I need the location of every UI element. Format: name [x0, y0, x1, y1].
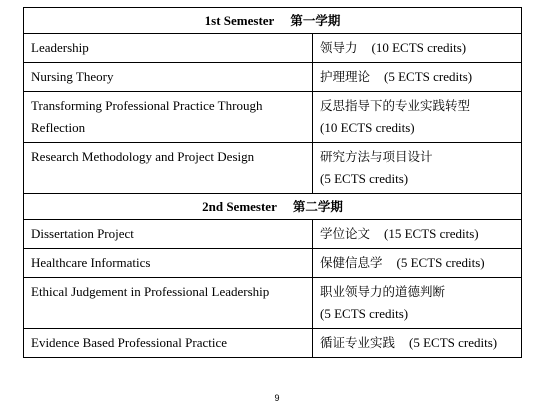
course-credits: (5 ECTS credits) — [384, 69, 473, 84]
course-credits: (10 ECTS credits) — [371, 40, 467, 55]
course-details — [313, 329, 522, 358]
course-name-zh: 职业领导力的道德判断 — [320, 284, 446, 299]
course-name-line: Evidence Based Professional Practice — [31, 335, 228, 350]
course-row — [24, 220, 522, 249]
course-credits: (5 ECTS credits) — [396, 255, 485, 270]
course-name-zh: 领导力 — [320, 40, 358, 55]
course-name-line: Leadership — [31, 40, 89, 55]
course-name — [24, 329, 313, 358]
course-name-line: Dissertation Project — [31, 226, 134, 241]
course-credits: (10 ECTS credits) — [320, 120, 415, 135]
course-details — [313, 92, 522, 143]
semester-title-zh: 第二学期 — [292, 199, 343, 214]
course-row — [24, 143, 522, 194]
semester-title-zh: 第一学期 — [290, 13, 341, 28]
semester-title-en: 1st Semester — [204, 13, 275, 28]
course-details — [313, 143, 522, 194]
course-row — [24, 278, 522, 329]
course-name — [24, 249, 313, 278]
course-credits: (5 ECTS credits) — [409, 335, 498, 350]
course-row — [24, 92, 522, 143]
course-name-line: Reflection — [31, 120, 86, 135]
course-name-line: Transforming Professional Practice Through — [31, 98, 263, 113]
course-name-zh: 研究方法与项目设计 — [320, 149, 433, 164]
course-details — [313, 249, 522, 278]
course-name — [24, 220, 313, 249]
course-name-line: Healthcare Informatics — [31, 255, 151, 270]
curriculum-table — [23, 7, 522, 358]
page-number: 9 — [274, 393, 280, 403]
course-row — [24, 34, 522, 63]
course-name-zh: 护理理论 — [320, 69, 371, 84]
course-name-line: Research Methodology and Project Design — [31, 149, 255, 164]
course-name — [24, 34, 313, 63]
semester-header — [24, 194, 522, 220]
course-row — [24, 249, 522, 278]
course-credits: (5 ECTS credits) — [320, 306, 409, 321]
course-name — [24, 92, 313, 143]
course-name — [24, 278, 313, 329]
course-name-line: Nursing Theory — [31, 69, 114, 84]
course-details — [313, 63, 522, 92]
course-credits: (5 ECTS credits) — [320, 171, 409, 186]
semester-header — [24, 8, 522, 34]
course-row — [24, 329, 522, 358]
course-credits: (15 ECTS credits) — [384, 226, 479, 241]
course-name-zh: 学位论文 — [320, 226, 371, 241]
semester-title-en: 2nd Semester — [202, 199, 277, 214]
course-row — [24, 63, 522, 92]
semester-header-row — [24, 8, 522, 34]
course-name — [24, 63, 313, 92]
course-name-zh: 保健信息学 — [320, 255, 383, 270]
course-name-zh: 反思指导下的专业实践转型 — [320, 98, 471, 113]
semester-header-row — [24, 194, 522, 220]
course-details — [313, 220, 522, 249]
course-name — [24, 143, 313, 194]
course-name-line: Ethical Judgement in Professional Leadership — [31, 284, 270, 299]
course-details — [313, 34, 522, 63]
course-name-zh: 循证专业实践 — [320, 335, 396, 350]
course-details — [313, 278, 522, 329]
